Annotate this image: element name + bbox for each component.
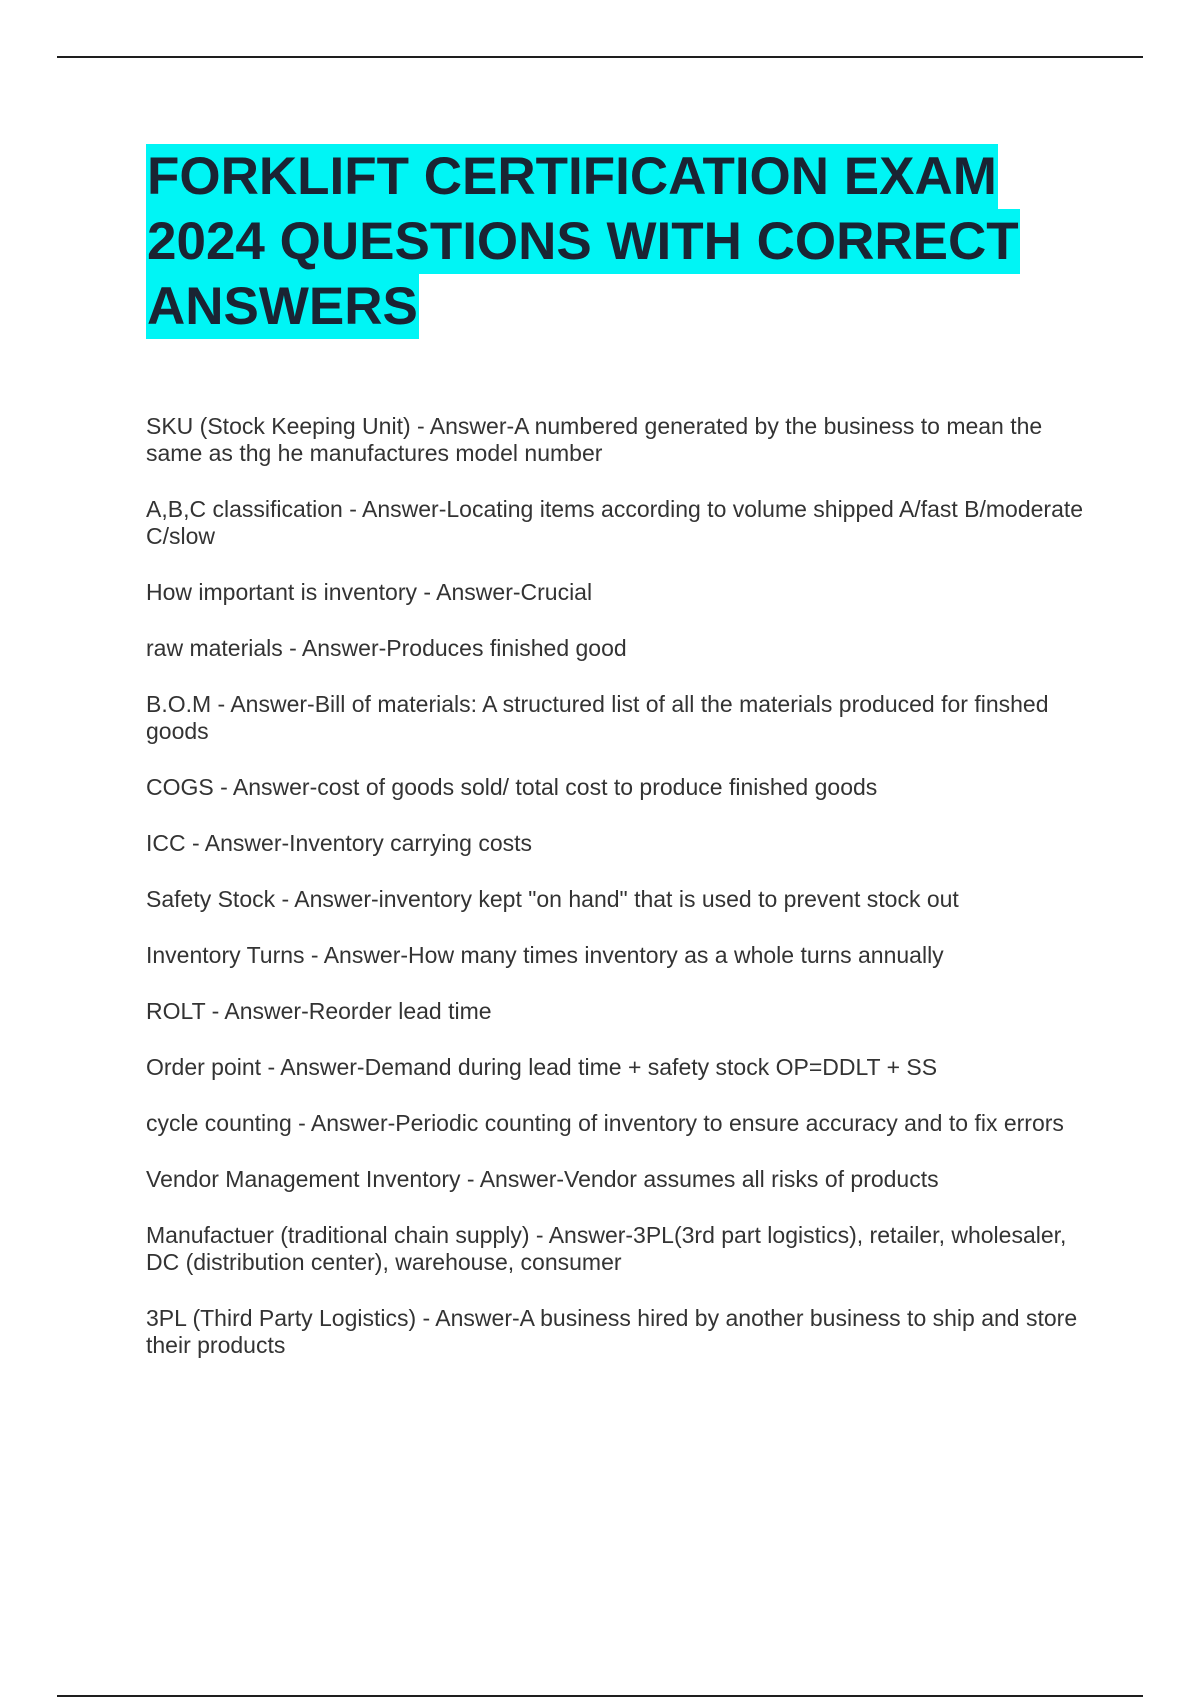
title-block xyxy=(146,144,1146,339)
top-divider xyxy=(57,56,1143,58)
qa-item: A,B,C classification - Answer-Locating items according to volume shipped A/fast B/moderate C/slow xyxy=(146,496,1084,549)
qa-item: ROLT - Answer-Reorder lead time xyxy=(146,998,492,1024)
title-line: 2024 QUESTIONS WITH CORRECT xyxy=(146,209,1020,274)
qa-item: Manufactuer (traditional chain supply) - Answer-3PL(3rd part logistics), retailer, wholesaler, DC (distribution center), warehouse, consumer xyxy=(146,1222,1067,1275)
qa-item: ICC - Answer-Inventory carrying costs xyxy=(146,830,533,856)
qa-item: Safety Stock - Answer-inventory kept "on hand" that is used to prevent stock out xyxy=(146,886,959,912)
qa-list xyxy=(146,413,1086,1388)
qa-item: cycle counting - Answer-Periodic counting of inventory to ensure accuracy and to fix errors xyxy=(146,1110,1064,1136)
qa-item: SKU (Stock Keeping Unit) - Answer-A numbered generated by the business to mean the same as thg he manufactures model number xyxy=(146,413,1043,466)
qa-item: Vendor Management Inventory - Answer-Vendor assumes all risks of products xyxy=(146,1166,939,1192)
qa-item: COGS - Answer-cost of goods sold/ total cost to produce finished goods xyxy=(146,774,878,800)
qa-item: Order point - Answer-Demand during lead time + safety stock OP=DDLT + SS xyxy=(146,1054,938,1080)
qa-item: Inventory Turns - Answer-How many times inventory as a whole turns annually xyxy=(146,942,944,968)
qa-item: 3PL (Third Party Logistics) - Answer-A business hired by another business to ship and store their products xyxy=(146,1305,1078,1358)
qa-item: How important is inventory - Answer-Crucial xyxy=(146,579,593,605)
qa-item: raw materials - Answer-Produces finished good xyxy=(146,635,627,661)
bottom-divider xyxy=(57,1695,1143,1697)
title-line: ANSWERS xyxy=(146,274,419,339)
document-title xyxy=(146,144,1146,339)
title-line: FORKLIFT CERTIFICATION EXAM xyxy=(146,144,998,209)
qa-item: B.O.M - Answer-Bill of materials: A structured list of all the materials produced for finshed goods xyxy=(146,691,1049,744)
